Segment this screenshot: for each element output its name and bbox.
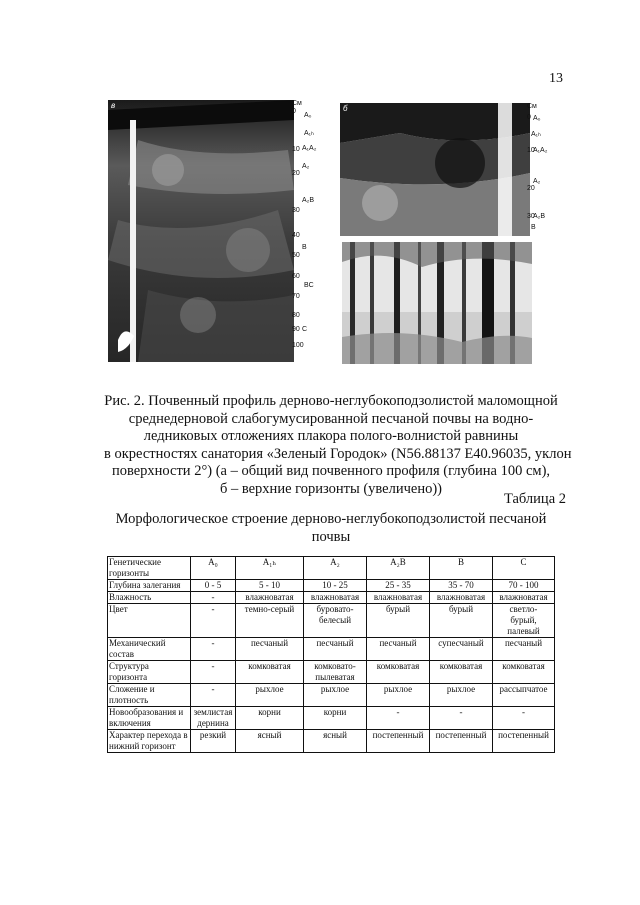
- table-cell: Сложение и плотность: [108, 684, 191, 707]
- table-row: [108, 684, 555, 707]
- horizon-label: BC: [304, 282, 314, 289]
- table-cell: песчаный: [304, 638, 367, 661]
- table-cell: -: [493, 707, 555, 730]
- table-cell: Влажность: [108, 592, 191, 604]
- table-cell: темно-серый: [236, 604, 304, 638]
- table-cell: песчаный: [493, 638, 555, 661]
- table-cell: A₂B: [367, 557, 430, 580]
- table-cell: A₁ₕ: [236, 557, 304, 580]
- table-cell: супесчаный: [430, 638, 493, 661]
- table-label: Таблица 2: [503, 491, 566, 507]
- table-cell: рыхлое: [367, 684, 430, 707]
- table-cell: Генетические горизонты: [108, 557, 191, 580]
- table-header-row: [108, 557, 555, 580]
- table-cell: ясный: [236, 730, 304, 753]
- horizon-label: B: [302, 244, 307, 251]
- scale-tick: 60: [292, 273, 300, 280]
- table-cell: B: [430, 557, 493, 580]
- table-cell: -: [367, 707, 430, 730]
- scale-tick: 70: [292, 293, 300, 300]
- table-cell: Характер перехода в нижний горизонт: [108, 730, 191, 753]
- horizon-label: A₁ₕ: [531, 131, 541, 138]
- table-cell: постепенный: [430, 730, 493, 753]
- depth-scale-a: [292, 100, 322, 362]
- caption-line: среднедерновой слабогумусированной песчаной почвы на водно-: [128, 410, 534, 427]
- table-cell: комковатая: [367, 661, 430, 684]
- table-cell: влажноватая: [430, 592, 493, 604]
- horizon-label: A₂: [302, 163, 310, 170]
- scale-tick: 80: [292, 312, 300, 319]
- table-cell: -: [430, 707, 493, 730]
- table-row: [108, 707, 555, 730]
- table-cell: корни: [236, 707, 304, 730]
- horizon-label: A₂B: [302, 197, 315, 204]
- forest-photo: [342, 242, 532, 364]
- panel-letter-a: в: [111, 101, 116, 110]
- table-cell: Глубина залегания: [108, 580, 191, 592]
- caption-line: ледниковых отложениях плакора полого-волнистой равнины: [143, 428, 519, 444]
- table-cell: землистая дернина: [191, 707, 236, 730]
- table-row: [108, 592, 555, 604]
- scale-tick: 20: [292, 170, 300, 177]
- table-cell: 25 - 35: [367, 580, 430, 592]
- scale-tick: 50: [292, 252, 300, 259]
- depth-scale-b: [527, 103, 557, 238]
- table-cell: 5 - 10: [236, 580, 304, 592]
- figure-caption: [104, 393, 572, 498]
- table-cell: корни: [304, 707, 367, 730]
- table-cell: комковатая: [430, 661, 493, 684]
- table-cell: Цвет: [108, 604, 191, 638]
- horizon-label: A₁A₂: [533, 147, 548, 154]
- table-cell: ясный: [304, 730, 367, 753]
- table-cell: 10 - 25: [304, 580, 367, 592]
- table-cell: 70 - 100: [493, 580, 555, 592]
- page-number: 13: [549, 71, 563, 86]
- table-cell: влажноватая: [367, 592, 430, 604]
- horizon-label: A₂B: [533, 213, 546, 220]
- table-row: [108, 730, 555, 753]
- table-cell: -: [191, 638, 236, 661]
- table-cell: влажноватая: [236, 592, 304, 604]
- scale-tick: 30: [292, 207, 300, 214]
- table-cell: постепенный: [367, 730, 430, 753]
- table-row: [108, 661, 555, 684]
- table-row: [108, 604, 555, 638]
- table-cell: 0 - 5: [191, 580, 236, 592]
- scale-tick: 100: [292, 342, 304, 349]
- table-title: Морфологическое строение дерново-неглубокоподзолистой песчаной почвы: [115, 511, 547, 545]
- table-cell: влажноватая: [493, 592, 555, 604]
- caption-line: поверхности 2°) (а – общий вид почвенного профиля (глубина 100 см),: [111, 463, 551, 479]
- table-cell: -: [191, 684, 236, 707]
- panel-letter-b: б: [343, 104, 348, 113]
- table-cell: постепенный: [493, 730, 555, 753]
- table-cell: C: [493, 557, 555, 580]
- table-row: [108, 638, 555, 661]
- scale-tick: 90: [292, 326, 300, 333]
- upper-horizons-photo: [340, 103, 530, 236]
- scale-tick: 10: [292, 146, 300, 153]
- scale-tick: 10: [527, 147, 535, 154]
- morphology-table: [107, 556, 555, 753]
- table-cell: -: [191, 604, 236, 638]
- table-cell: рыхлое: [236, 684, 304, 707]
- table-cell: светло- бурый, палевый: [493, 604, 555, 638]
- table-cell: Механический состав: [108, 638, 191, 661]
- table-cell: песчаный: [367, 638, 430, 661]
- table-cell: рыхлое: [430, 684, 493, 707]
- table-cell: A₀: [191, 557, 236, 580]
- caption-line: Рис. 2. Почвенный профиль дерново-неглубокоподзолистой маломощной: [104, 393, 558, 409]
- scale-tick: 30: [527, 213, 535, 220]
- scale-tick: 40: [292, 232, 300, 239]
- table-cell: бурый: [430, 604, 493, 638]
- table-cell: Новообразования и включения: [108, 707, 191, 730]
- table-cell: A₂: [304, 557, 367, 580]
- horizon-label: A₁A₂: [302, 145, 317, 152]
- table-cell: рыхлое: [304, 684, 367, 707]
- table-cell: буровато- белесый: [304, 604, 367, 638]
- horizon-label: B: [531, 224, 536, 231]
- table-cell: 35 - 70: [430, 580, 493, 592]
- caption-line: в окрестностях санатория «Зеленый Городок» (N56.88137 E40.96035, уклон: [104, 445, 572, 462]
- horizon-label: A₀: [533, 115, 541, 122]
- table-cell: бурый: [367, 604, 430, 638]
- table-cell: песчаный: [236, 638, 304, 661]
- table-cell: комковатая: [493, 661, 555, 684]
- horizon-label: C: [302, 326, 308, 333]
- horizon-label: A₀: [304, 112, 312, 119]
- table-cell: резкий: [191, 730, 236, 753]
- table-row: [108, 580, 555, 592]
- horizon-label: A₁ₕ: [304, 130, 314, 137]
- table-cell: влажноватая: [304, 592, 367, 604]
- scale-unit: См: [527, 103, 537, 110]
- table-cell: рассыпчатое: [493, 684, 555, 707]
- table-cell: Структура горизонта: [108, 661, 191, 684]
- soil-profile-photo: [108, 100, 294, 362]
- table-cell: комковатая: [236, 661, 304, 684]
- table-cell: -: [191, 661, 236, 684]
- scale-unit: См: [292, 100, 302, 107]
- table-cell: комковато- пылеватая: [304, 661, 367, 684]
- scale-tick: 20: [527, 185, 535, 192]
- scale-tick: 0: [292, 108, 296, 115]
- table-cell: -: [191, 592, 236, 604]
- horizon-label: A₂: [533, 178, 541, 185]
- caption-line: б – верхние горизонты (увеличено)): [219, 480, 443, 497]
- scale-tick: 0: [527, 114, 531, 121]
